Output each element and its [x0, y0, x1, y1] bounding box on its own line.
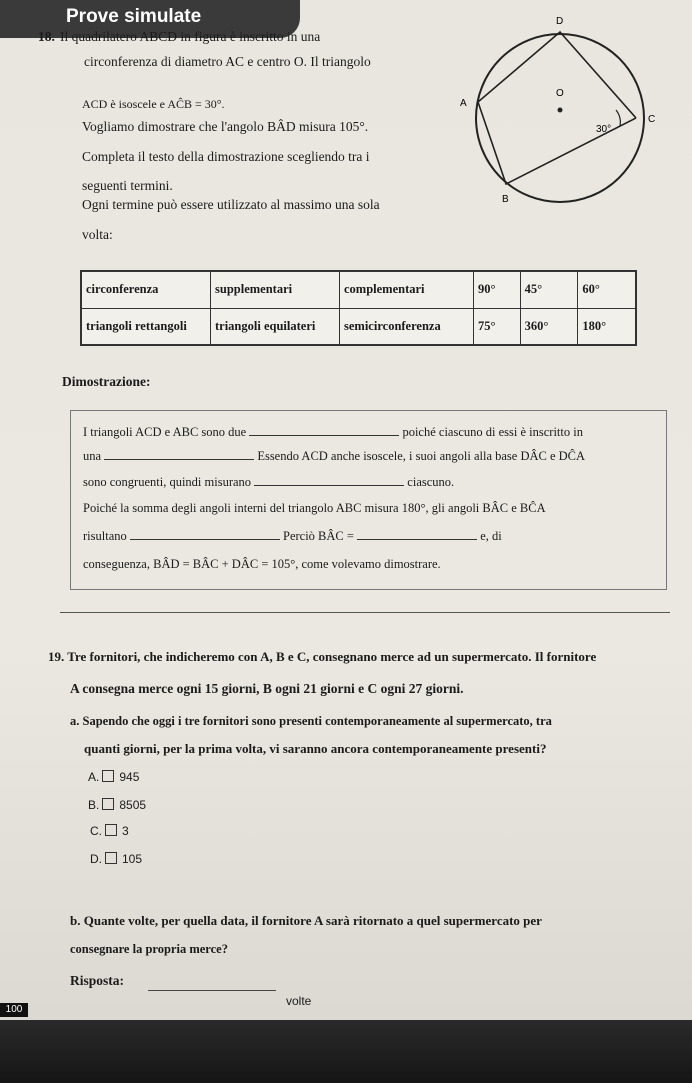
label-b: B — [502, 194, 509, 205]
problem19-intro-2: A consegna merce ogni 15 giorni, B ogni 21 giorni e C ogni 27 giorni. — [70, 681, 464, 696]
blank-5[interactable] — [357, 529, 477, 540]
answer-unit: volte — [286, 994, 312, 1008]
proof-text: Perciò BÂC = — [283, 529, 354, 543]
label-c: C — [648, 114, 656, 125]
page-number: 100 — [0, 1003, 28, 1017]
problem18-line-7: Ogni termine può essere utilizzato al massimo una sola — [82, 197, 380, 212]
question-b: b. Quante volte, per quella data, il fornitore A sarà ritornato a quel supermercato per — [70, 913, 542, 928]
terms-table — [80, 270, 637, 346]
term-cell: 180° — [578, 308, 636, 345]
proof-title: Dimostrazione: — [62, 374, 151, 389]
proof-text: I triangoli ACD e ABC sono due — [83, 425, 247, 439]
option-a[interactable] — [88, 768, 139, 786]
option-letter: B. — [88, 798, 100, 812]
term-cell: 90° — [474, 272, 521, 309]
label-a: A — [460, 98, 467, 109]
question-b-2: consegnare la propria merce? — [70, 942, 228, 956]
blank-2[interactable] — [104, 449, 254, 460]
dark-background — [0, 1020, 692, 1083]
blank-1[interactable] — [249, 425, 399, 436]
term-cell: triangoli equilateri — [211, 308, 340, 345]
term-cell: 45° — [520, 272, 578, 309]
answer-label: Risposta: — [70, 973, 125, 988]
question-a-2: quanti giorni, per la prima volta, vi saranno ancora contemporaneamente presenti? — [84, 741, 547, 756]
side-ab-bc — [478, 102, 636, 184]
blank-3[interactable] — [254, 475, 404, 486]
section-title: Prove simulate — [66, 6, 202, 27]
term-cell: semicirconferenza — [340, 308, 474, 345]
checkbox[interactable] — [105, 824, 117, 836]
problem18-line-1: Il quadrilatero ABCD in figura è inscritto in una — [60, 29, 321, 44]
term-cell: 75° — [474, 308, 521, 345]
option-letter: C. — [90, 824, 102, 838]
term-cell: circonferenza — [82, 272, 211, 309]
proof-text: conseguenza, BÂD = BÂC + DÂC = 105°, come volevamo dimostrare. — [83, 557, 441, 571]
proof-text: Essendo ACD anche isoscele, i suoi angoli alla base DÂC e DĈA — [257, 449, 586, 463]
angle-arc — [616, 110, 620, 126]
circle-figure — [440, 10, 680, 215]
divider — [60, 612, 670, 613]
proof-text: poiché ciascuno di essi è inscritto in — [402, 425, 583, 439]
problem18-line-8: volta: — [82, 227, 113, 242]
checkbox[interactable] — [102, 798, 114, 810]
problem19-intro: 19. Tre fornitori, che indicheremo con A, B e C, consegnano merce ad un supermercato. Il fornitore — [48, 649, 597, 664]
problem18-line-4: Vogliamo dimostrare che l'angolo BÂD misura 105°. — [82, 119, 369, 134]
option-letter: D. — [90, 852, 102, 866]
proof-text: risultano — [83, 529, 127, 543]
term-cell: 60° — [578, 272, 636, 309]
proof-text: una — [83, 449, 102, 463]
option-letter: A. — [88, 770, 100, 784]
question-a: a. Sapendo che oggi i tre fornitori sono presenti contemporaneamente al supermercato, tra — [70, 714, 552, 728]
problem18-line-5: Completa il testo della dimostrazione scegliendo tra i — [82, 149, 370, 164]
side-ad-dc — [478, 32, 636, 118]
proof-text: e, di — [480, 529, 502, 543]
term-cell: triangoli rettangoli — [82, 308, 211, 345]
term-cell: 360° — [520, 308, 578, 345]
term-cell: complementari — [340, 272, 474, 309]
proof-text: sono congruenti, quindi misurano — [83, 475, 252, 489]
checkbox[interactable] — [102, 770, 114, 782]
proof-box — [70, 410, 667, 590]
term-cell: supplementari — [211, 272, 340, 309]
circumcircle — [476, 34, 644, 202]
proof-text: Poiché la somma degli angoli interni del triangolo ABC misura 180°, gli angoli BÂC e BĈA — [83, 501, 546, 515]
option-value: 8505 — [119, 798, 147, 812]
proof-text: ciascuno. — [407, 475, 455, 489]
answer-blank[interactable] — [148, 990, 276, 991]
problem18-line-6: seguenti termini. — [82, 178, 173, 193]
label-d: D — [556, 16, 564, 27]
center-point — [558, 108, 563, 113]
blank-4[interactable] — [130, 529, 280, 540]
option-b[interactable] — [88, 796, 146, 814]
option-value: 3 — [122, 824, 129, 838]
option-value: 945 — [119, 770, 140, 784]
problem18-number: 18. — [38, 29, 55, 44]
option-d[interactable] — [90, 850, 142, 868]
label-angle: 30° — [596, 124, 612, 135]
option-value: 105 — [122, 852, 143, 866]
problem18-line-3: ACD è isoscele e AĈB = 30°. — [82, 97, 225, 111]
option-c[interactable] — [90, 822, 129, 840]
label-o: O — [556, 88, 564, 99]
checkbox[interactable] — [105, 852, 117, 864]
problem18-line-2: circonferenza di diametro AC e centro O. Il triangolo — [84, 54, 371, 69]
